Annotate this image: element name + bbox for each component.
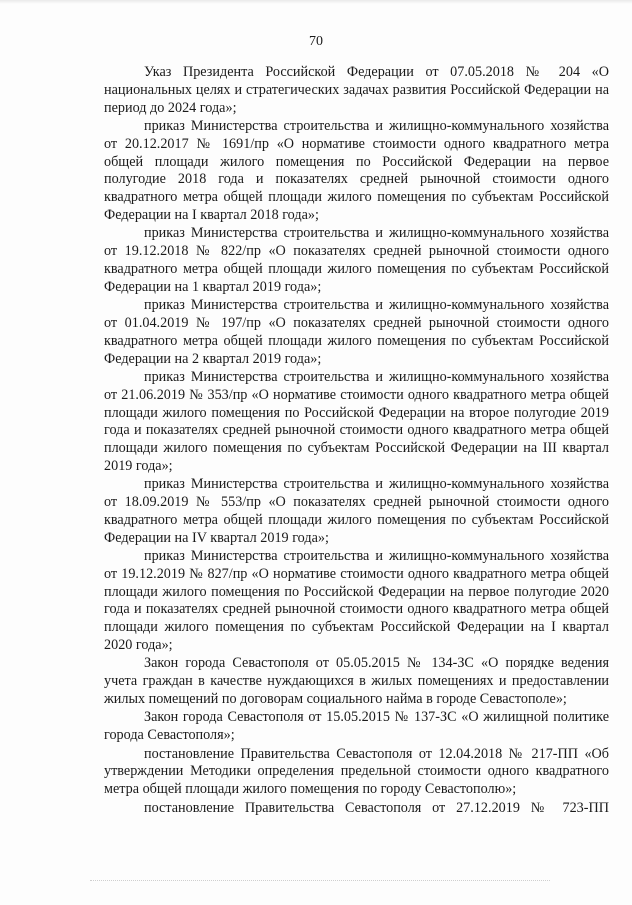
paragraph-ministry-order-827: приказ Министерства строительства и жилищно-коммунального хозяйства от 19.12.2019 № 827/пр «О нормативе стоимости одного квадратного метра общей площади жилого помещения по Российской Федерации на первое полугодие 2020 года и показателях средней рыночной стоимости одного квадратного метра общей площади жилого помещения по субъектам Российской Федерации на I квартал 2020 года»; bbox=[104, 548, 609, 654]
paragraph-ministry-order-197: приказ Министерства строительства и жилищно-коммунального хозяйства от 01.04.2019 № 197/пр «О показателях средней рыночной стоимости одного квадратного метра общей площади жилого помещения по субъектам Российской Федерации на 2 квартал 2019 года»; bbox=[104, 297, 609, 367]
document-body bbox=[104, 64, 609, 818]
paragraph-ministry-order-1691: приказ Министерства строительства и жилищно-коммунального хозяйства от 20.12.2017 № 1691/пр «О нормативе стоимости одного квадратного метра общей площади жилого помещения по Российской Федерации на первое полугодие 2018 года и показателях средней рыночной стоимости одного квадратного метра общей площади жилого помещения по субъектам Российской Федерации на I квартал 2018 года»; bbox=[104, 117, 609, 223]
paragraph-ministry-order-353: приказ Министерства строительства и жилищно-коммунального хозяйства от 21.06.2019 № 353/пр «О нормативе стоимости одного квадратного метра общей площади жилого помещения по Российской Федерации на второе полугодие 2019 года и показателях средней рыночной стоимости одного квадратного метра общей площади жилого помещения по субъектам Российской Федерации на III квартал 2019 года»; bbox=[104, 368, 609, 474]
paragraph-ministry-order-822: приказ Министерства строительства и жилищно-коммунального хозяйства от 19.12.2018 № 822/пр «О показателях средней рыночной стоимости одного квадратного метра общей площади жилого помещения по субъектам Российской Федерации на 1 квартал 2019 года»; bbox=[104, 225, 609, 295]
paragraph-presidential-decree: Указ Президента Российской Федерации от 07.05.2018 № 204 «О национальных целях и стратегических задачах развития Российской Федерации на период до 2024 года»; bbox=[104, 64, 609, 116]
paragraph-sevastopol-law-134: Закон города Севастополя от 05.05.2015 № 134-ЗС «О порядке ведения учета граждан в качестве нуждающихся в жилых помещениях и предоставлении жилых помещений по договорам социального найма в городе Севастополе»; bbox=[104, 655, 609, 708]
scan-edge-bottom bbox=[90, 880, 550, 881]
paragraph-government-resolution-723: постановление Правительства Севастополя от 27.12.2019 № 723-ПП bbox=[144, 799, 609, 816]
page-number: 70 bbox=[309, 34, 323, 49]
paragraph-ministry-order-553: приказ Министерства строительства и жилищно-коммунального хозяйства от 18.09.2019 № 553/пр «О показателях средней рыночной стоимости одного квадратного метра общей площади жилого помещения по субъектам Российской Федерации на IV квартал 2019 года»; bbox=[104, 476, 609, 546]
paragraph-government-resolution-217: постановление Правительства Севастополя от 12.04.2018 № 217-ПП «Об утверждении Методики определения предельной стоимости одного квадратного метра общей площади жилого помещения по городу Севастополю»; bbox=[104, 745, 609, 798]
scan-edge-top bbox=[0, 0, 632, 4]
paragraph-sevastopol-law-137: Закон города Севастополя от 15.05.2015 № 137-ЗС «О жилищной политике города Севастополя»; bbox=[104, 709, 609, 744]
